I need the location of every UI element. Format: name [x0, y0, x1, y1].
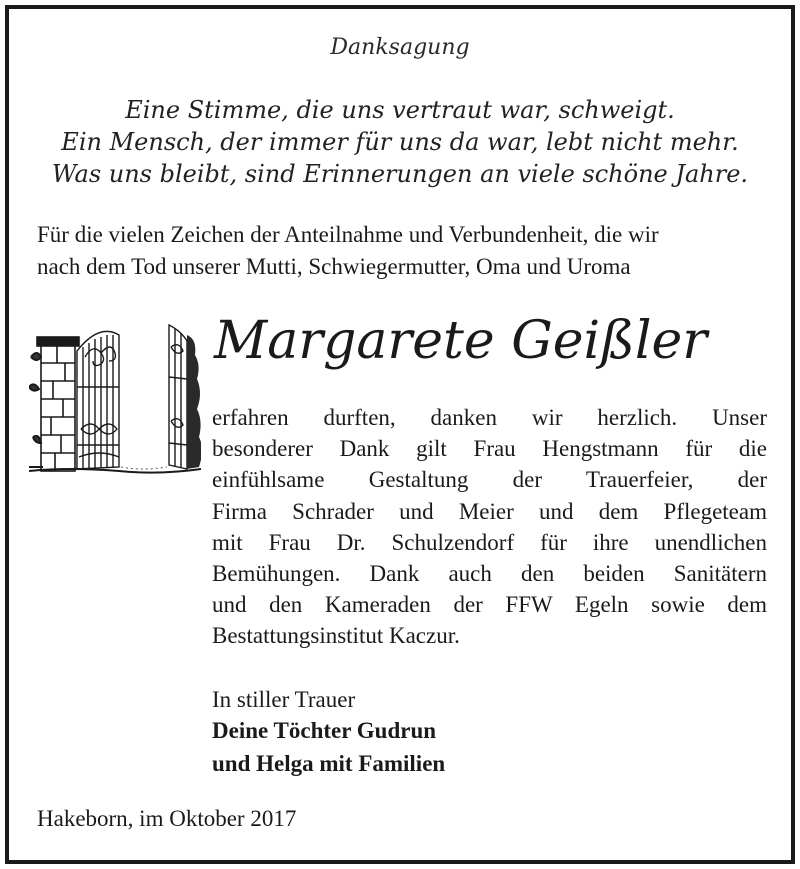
body-line: einfühlsame Gestaltung der Trauerfeier, der	[212, 467, 767, 493]
body-line: erfahren durften, danken wir herzlich. Unser	[212, 405, 767, 430]
body-line: und den Kameraden der FFW Egeln sowie dem	[212, 592, 767, 618]
body-line: besonderer Dank gilt Frau Hengstmann für die	[212, 436, 767, 462]
body-line: Bestattungsinstitut Kaczur.	[212, 623, 460, 649]
intro-text	[37, 219, 767, 283]
verse-line: Was uns bleibt, sind Erinnerungen an viele schöne Jahre.	[51, 160, 749, 188]
body-line: mit Frau Dr. Schulzendorf für ihre unendlichen	[212, 529, 767, 555]
place-date: Hakeborn, im Oktober 2017	[37, 806, 297, 831]
verse-line: Ein Mensch, der immer für uns da war, lebt nicht mehr.	[61, 128, 739, 156]
signature-line: und Helga mit Familien	[212, 751, 446, 776]
body-line: Bemühungen. Dank auch den beiden Sanitätern	[212, 560, 767, 586]
verse-line: Eine Stimme, die uns vertraut war, schweigt.	[125, 96, 675, 124]
signature-line: Deine Töchter Gudrun	[212, 718, 437, 743]
open-gate-icon	[29, 317, 201, 477]
gratitude-text	[212, 402, 767, 652]
deceased-name: Margarete Geißler	[214, 311, 708, 371]
notice-heading: Danksagung	[330, 35, 470, 60]
signature	[212, 714, 445, 780]
mourning-line: In stiller Trauer	[212, 687, 356, 712]
body-line: Firma Schrader und Meier und dem Pflegeteam	[212, 498, 767, 524]
memorial-verse	[9, 94, 791, 190]
intro-line: nach dem Tod unserer Mutti, Schwiegermutter, Oma und Uroma	[37, 254, 631, 279]
intro-line: Für die vielen Zeichen der Anteilnahme und Verbundenheit, die wir	[37, 222, 659, 247]
obituary-notice	[5, 5, 795, 864]
